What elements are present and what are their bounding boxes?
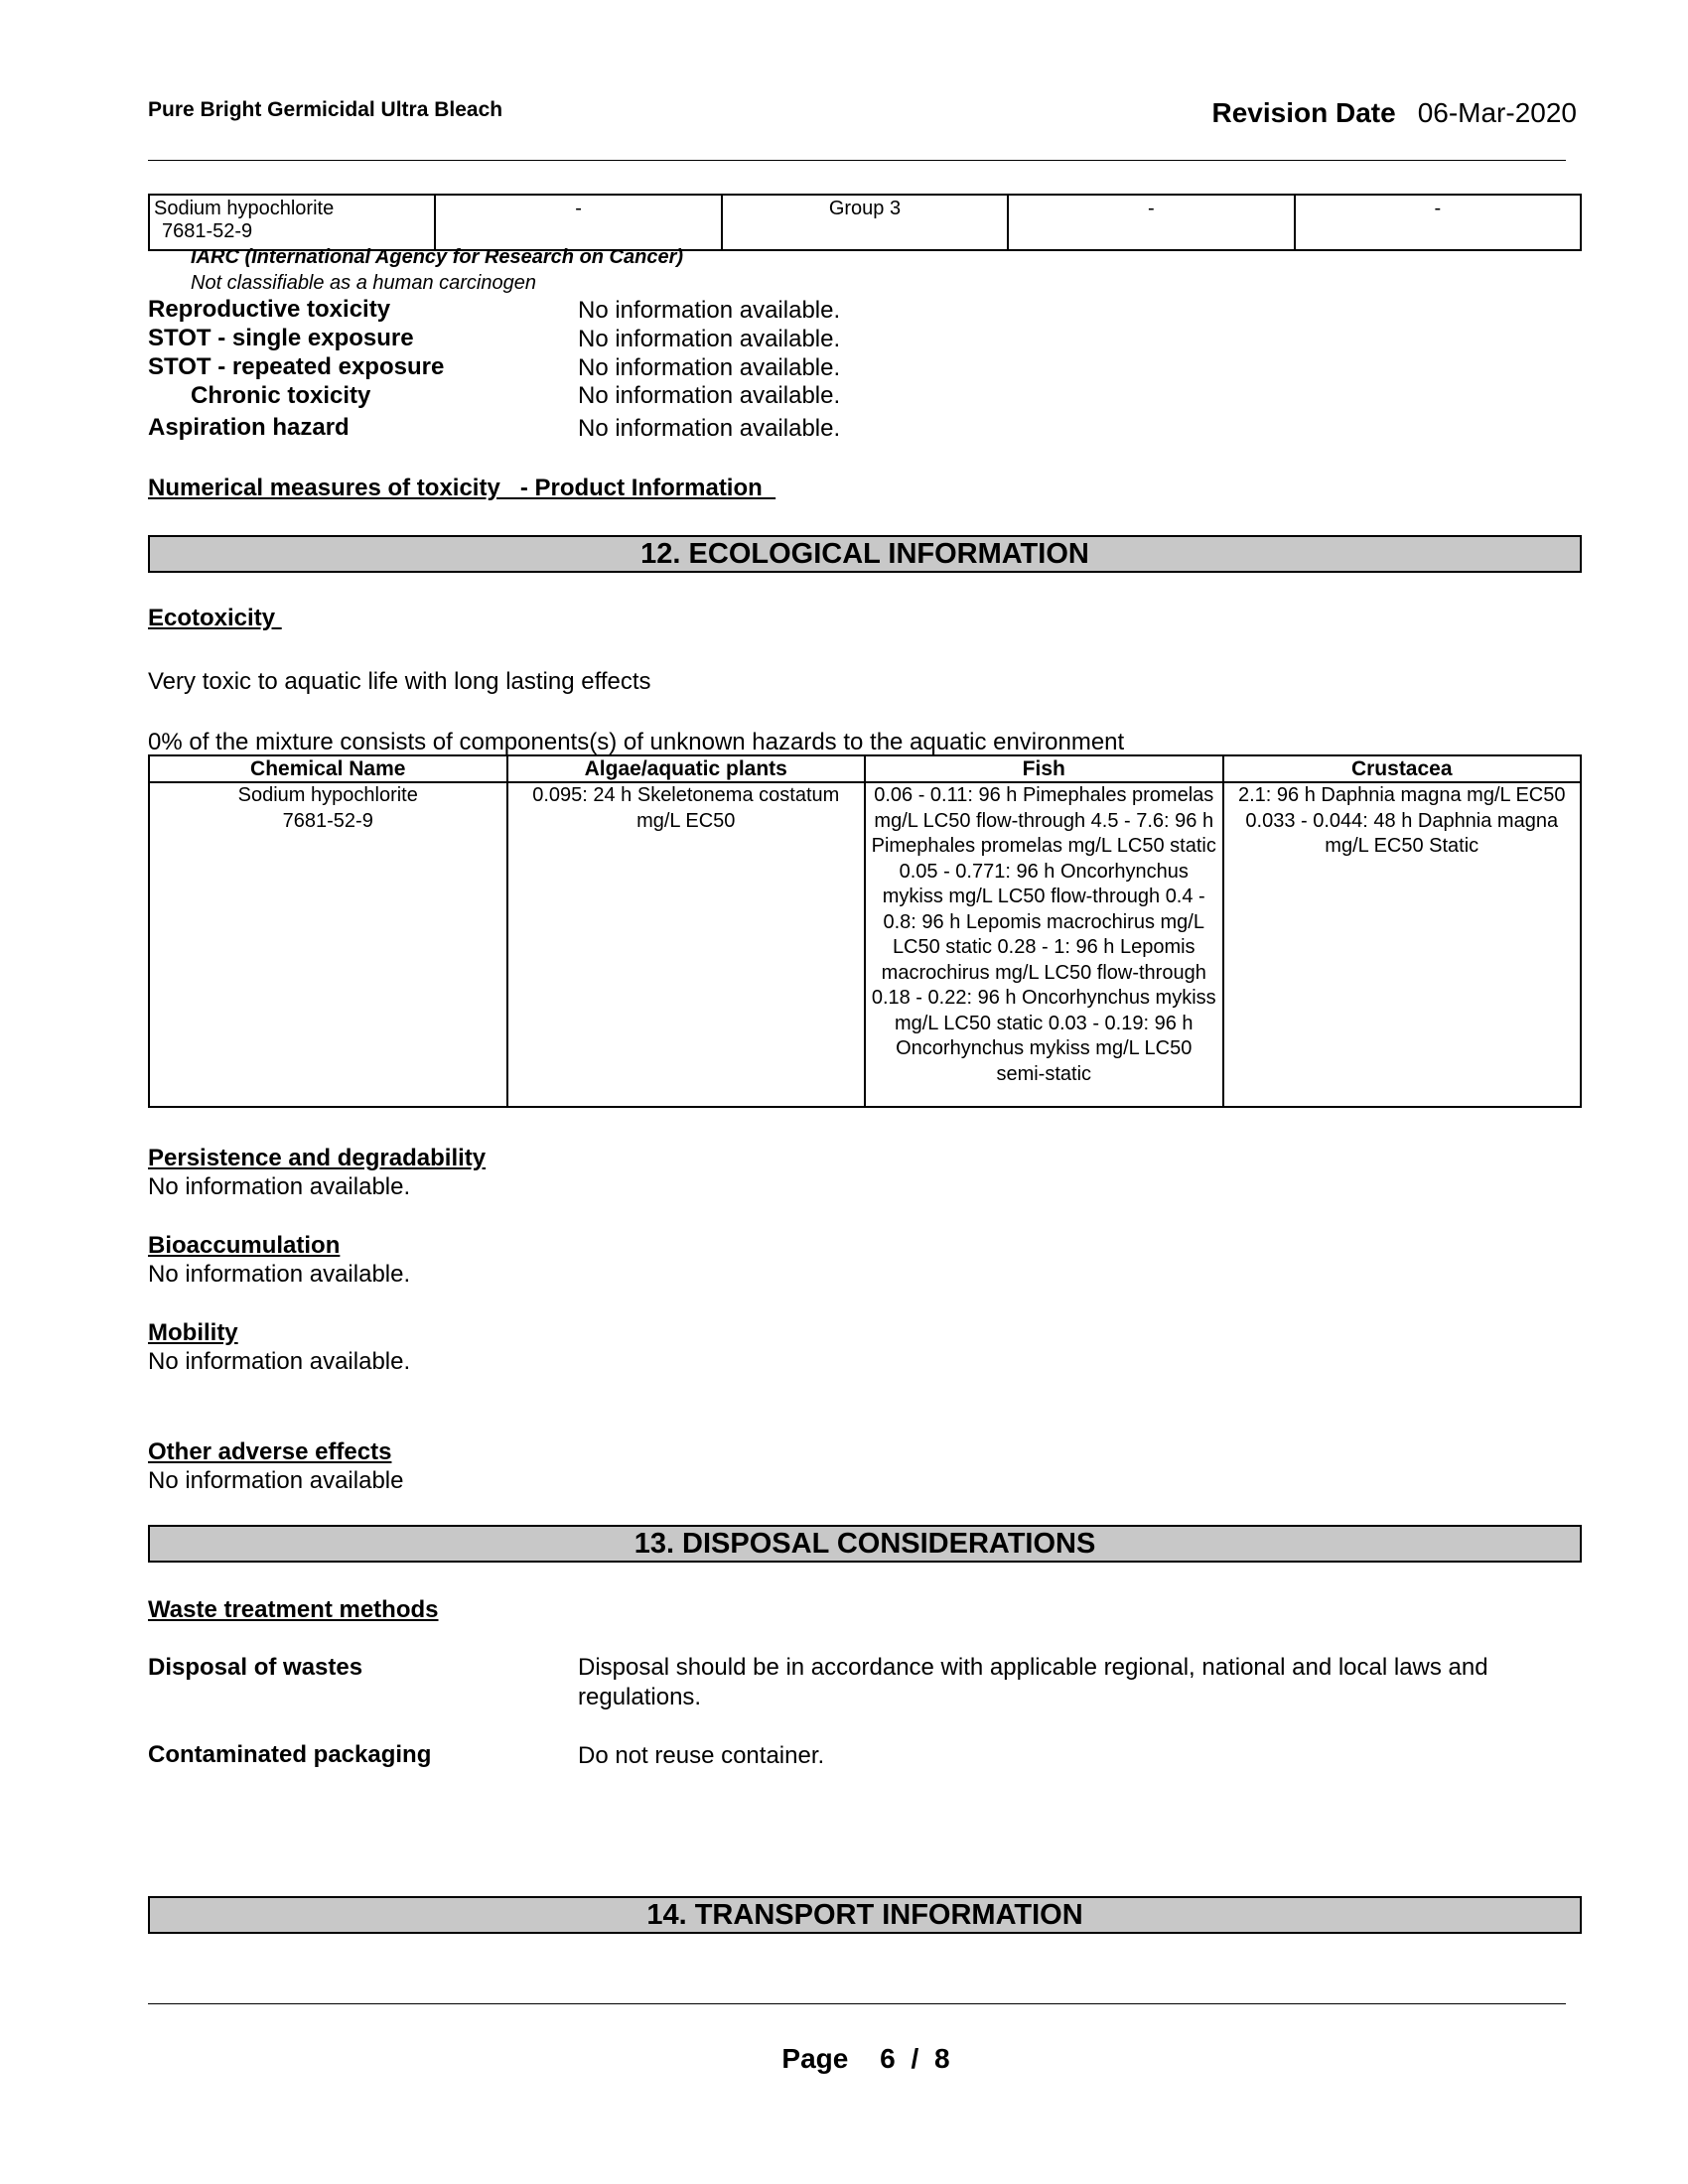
toxicity-label: Chronic toxicity [191, 382, 371, 409]
page-footer [0, 2043, 1688, 2075]
column-header: Fish [865, 755, 1223, 782]
unknown-hazards-text: 0% of the mixture consists of components(s) of unknown hazards to the aquatic environment [148, 729, 1125, 755]
other-effects-heading: Other adverse effects [148, 1438, 392, 1465]
table-cell: Group 3 [722, 195, 1008, 250]
product-name: Pure Bright Germicidal Ultra Bleach [148, 98, 503, 121]
footer-rule [148, 2003, 1566, 2004]
section-14-title: 14. TRANSPORT INFORMATION [148, 1896, 1582, 1934]
section-12-title: 12. ECOLOGICAL INFORMATION [148, 535, 1582, 573]
toxicity-value: No information available. [578, 326, 841, 352]
page-label: Page [781, 2043, 849, 2074]
table-row [149, 195, 1581, 250]
ecotoxicity-table [148, 754, 1582, 1108]
toxicity-value: No information available. [578, 297, 841, 324]
table-cell: - [1008, 195, 1294, 250]
persistence-text: No information available. [148, 1173, 411, 1200]
column-header: Algae/aquatic plants [507, 755, 866, 782]
toxicity-label: STOT - single exposure [148, 325, 414, 351]
cas-number: 7681-52-9 [162, 220, 253, 242]
section-13-title: 13. DISPOSAL CONSIDERATIONS [148, 1525, 1582, 1563]
toxicity-label: Aspiration hazard [148, 414, 350, 441]
table-header-row [149, 755, 1581, 782]
table-cell: - [435, 195, 721, 250]
toxicity-value: No information available. [578, 382, 841, 409]
table-cell [149, 195, 435, 250]
packaging-value: Do not reuse container. [578, 1742, 825, 1769]
iarc-note: Not classifiable as a human carcinogen [191, 272, 536, 294]
other-effects-text: No information available [148, 1467, 404, 1494]
ecotoxicity-heading: Ecotoxicity [148, 605, 282, 631]
toxicity-value: No information available. [578, 415, 841, 442]
table-row [149, 782, 1581, 1107]
toxicity-label: Reproductive toxicity [148, 296, 391, 323]
table-cell [149, 782, 507, 1107]
iarc-title: IARC (International Agency for Research on Cancer) [191, 246, 684, 268]
waste-treatment-heading: Waste treatment methods [148, 1596, 439, 1623]
bioaccumulation-text: No information available. [148, 1261, 411, 1288]
mobility-heading: Mobility [148, 1319, 238, 1346]
persistence-heading: Persistence and degradability [148, 1145, 487, 1171]
bioaccumulation-heading: Bioaccumulation [148, 1232, 341, 1259]
disposal-value: Disposal should be in accordance with applicable regional, national and local laws and regulations. [578, 1654, 1488, 1710]
table-cell: 2.1: 96 h Daphnia magna mg/L EC50 0.033 - 0.044: 48 h Daphnia magna mg/L EC50 Static [1223, 782, 1582, 1107]
revision-date-value: 06-Mar-2020 [1417, 97, 1577, 128]
table-cell: - [1295, 195, 1581, 250]
column-header: Crustacea [1223, 755, 1582, 782]
packaging-label: Contaminated packaging [148, 1741, 432, 1768]
carcinogenicity-table [148, 194, 1582, 251]
cas-number: 7681-52-9 [282, 809, 373, 832]
chemical-name: Sodium hypochlorite [237, 784, 418, 806]
table-cell: 0.06 - 0.11: 96 h Pimephales promelas mg/L LC50 flow-through 4.5 - 7.6: 96 h Pimephales promelas mg/L LC50 static 0.05 - 0.771: 96 h Oncorhynchus mykiss mg/L LC50 flow-through 0.4 - 0.8: 96 h Lepomis macrochirus mg/L LC50 static 0.28 - 1: 96 h Lepomis macrochirus mg/L LC50 flow-through 0.18 - 0.22: 96 h Oncorhynchus mykiss mg/L LC50 static 0.03 - 0.19: 96 h Oncorhynchus mykiss mg/L LC50 semi-static [865, 782, 1223, 1107]
disposal-label: Disposal of wastes [148, 1654, 363, 1681]
page-number: 6 / 8 [880, 2043, 950, 2074]
chemical-name: Sodium hypochlorite [154, 198, 335, 219]
toxicity-label: STOT - repeated exposure [148, 353, 445, 380]
revision-date [1212, 97, 1577, 129]
numerical-measures-heading: Numerical measures of toxicity - Product Information [148, 475, 776, 501]
table-cell: 0.095: 24 h Skeletonema costatum mg/L EC50 [507, 782, 866, 1107]
toxicity-value: No information available. [578, 354, 841, 381]
mobility-text: No information available. [148, 1348, 411, 1375]
ecotoxicity-text: Very toxic to aquatic life with long lasting effects [148, 668, 651, 695]
column-header: Chemical Name [149, 755, 507, 782]
revision-date-label: Revision Date [1211, 97, 1396, 128]
header-rule [148, 160, 1566, 161]
